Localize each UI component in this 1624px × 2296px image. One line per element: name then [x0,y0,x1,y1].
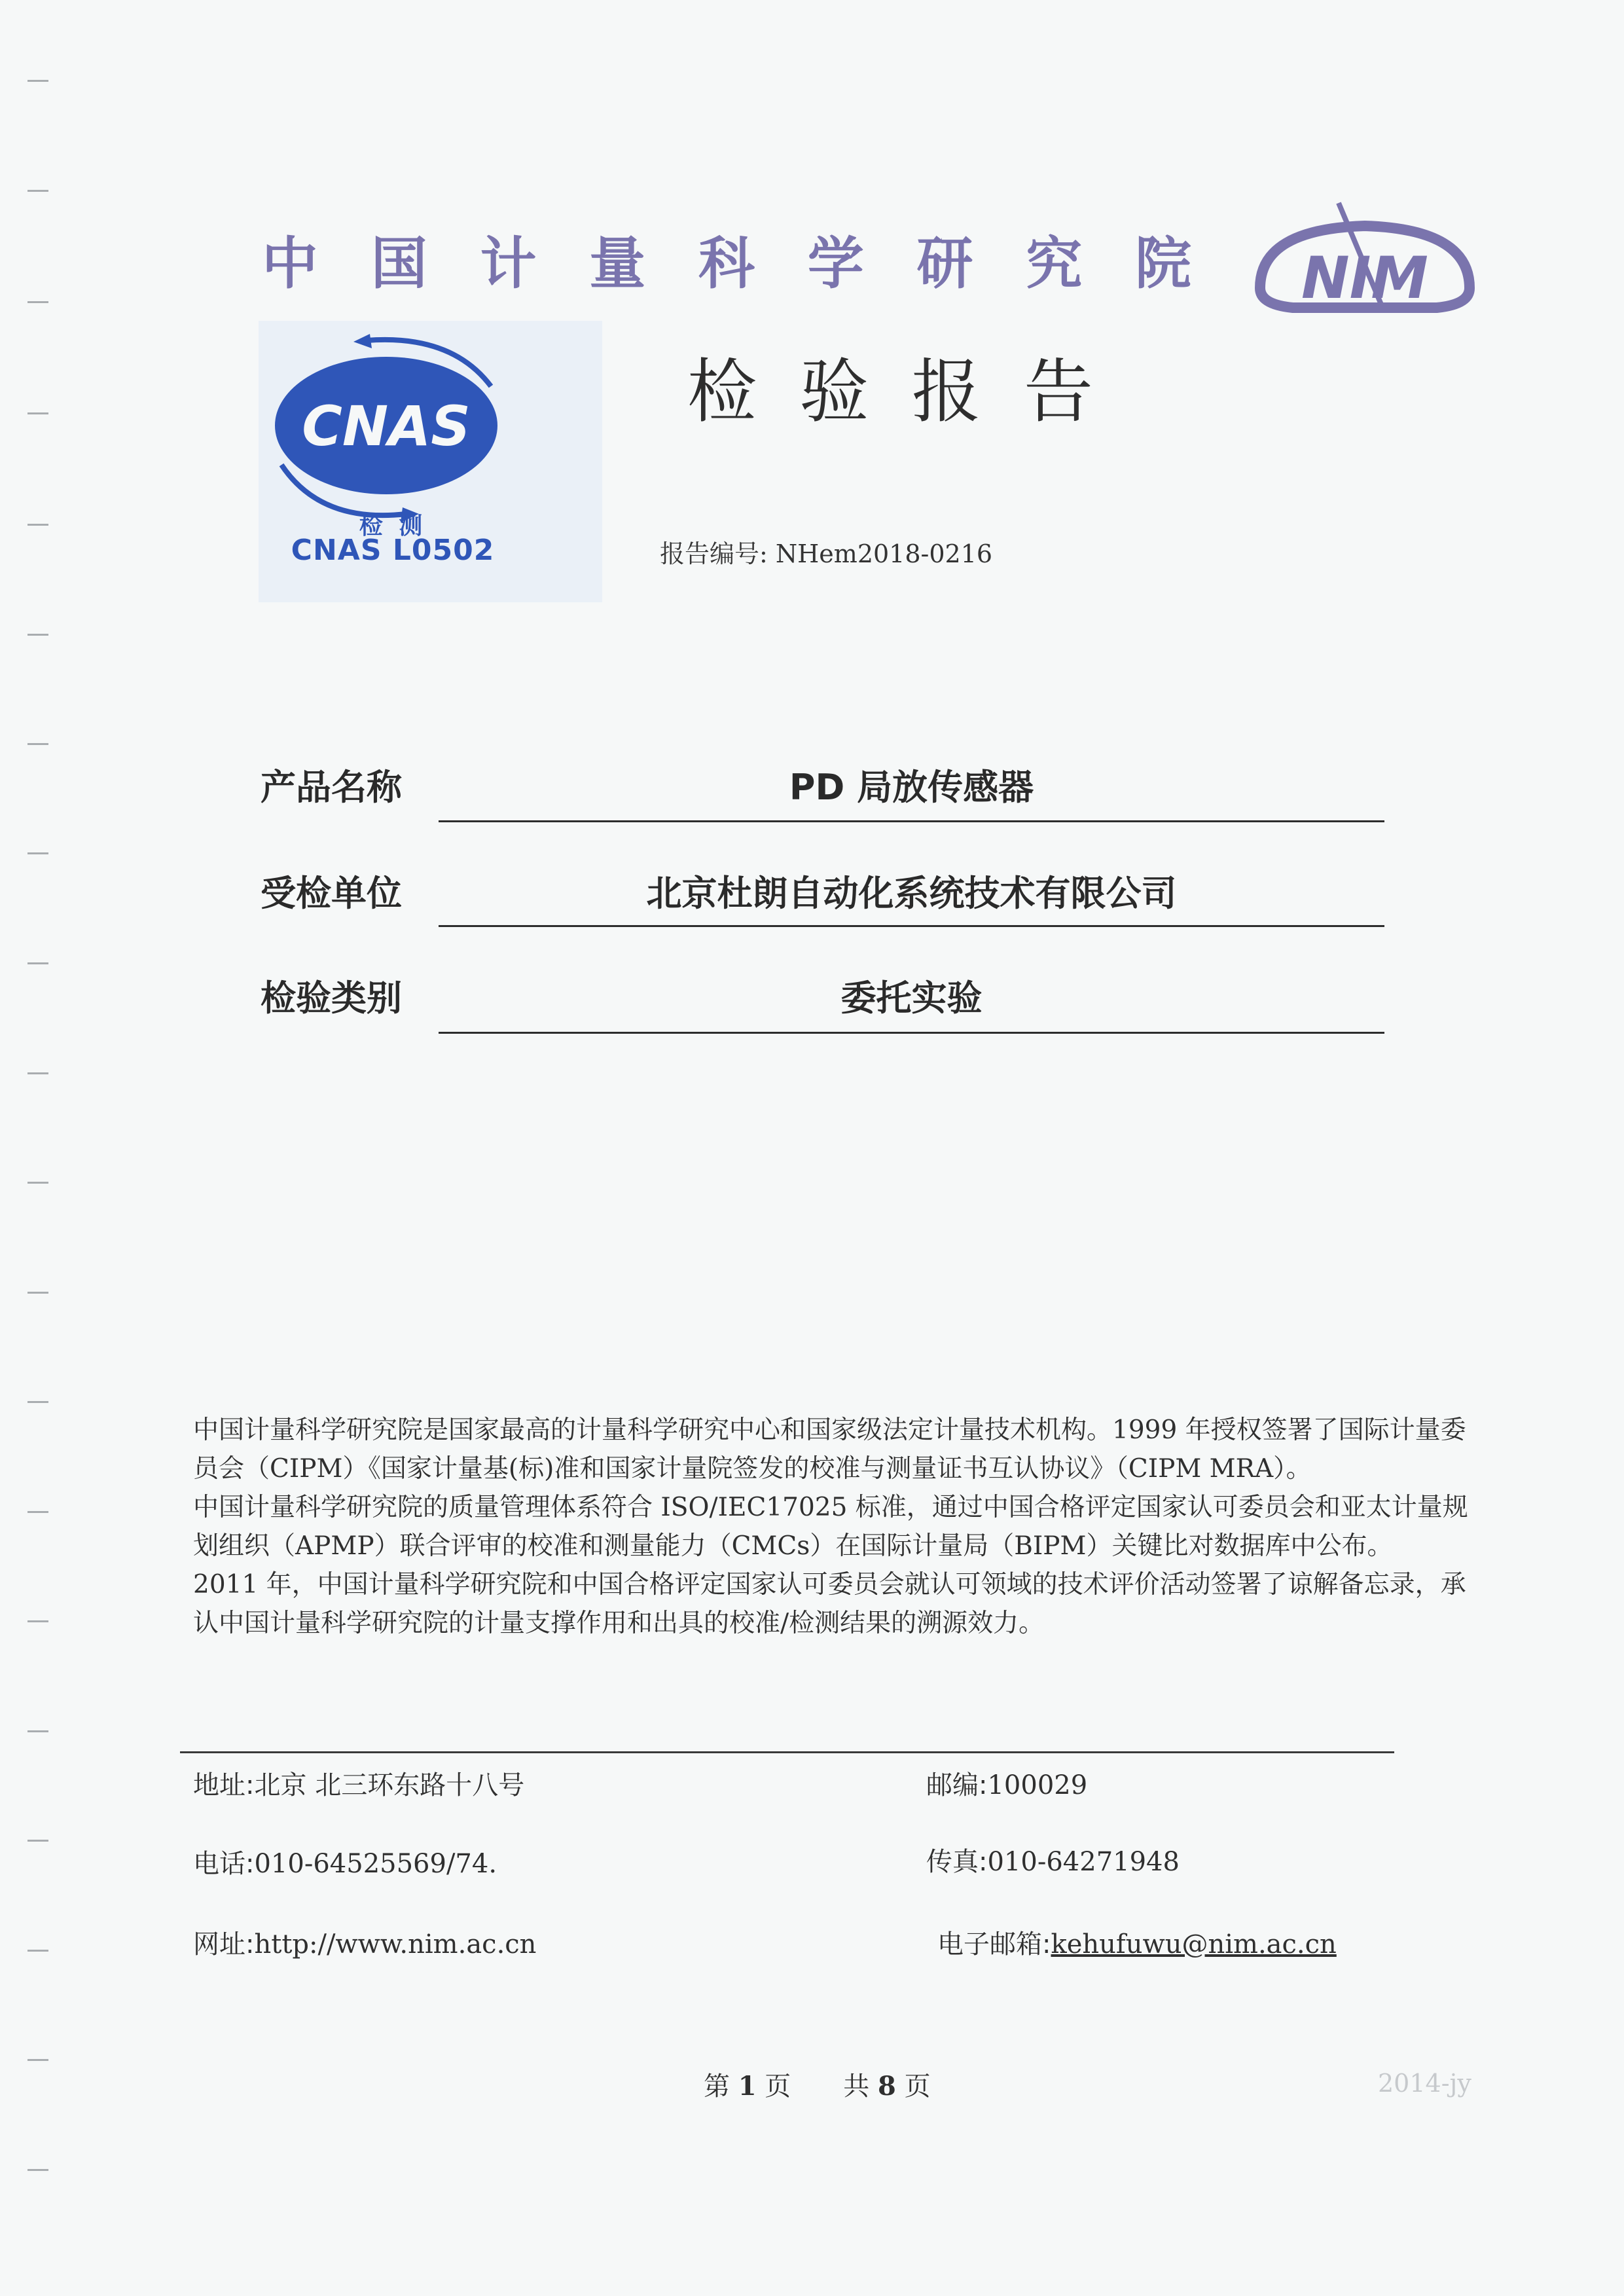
institute-name [262,219,1191,298]
institute-name-char: 量 [589,231,646,297]
field-value: 委托实验 [840,977,983,1019]
website-label: 网址: [193,1929,255,1959]
field-label: 检验类别 [261,977,402,1019]
website-link[interactable]: http://www.nim.ac.cn [254,1929,537,1959]
phone-label: 电话: [193,1849,255,1879]
page-current: 1 [738,2071,757,2102]
field-label: 产品名称 [261,767,402,808]
binding-tick [27,2169,48,2171]
institute-name-char: 中 [262,231,318,297]
binding-tick [27,190,48,192]
address [193,1764,524,1802]
email-label: 电子邮箱: [937,1929,1051,1959]
fax [926,1841,1180,1878]
institute-name-char: 国 [370,231,427,297]
binding-tick [27,1950,48,1952]
binding-tick [27,1620,48,1622]
phone [193,1843,497,1880]
binding-tick [27,1511,48,1513]
binding-tick [27,80,48,82]
field-label: 受检单位 [261,873,402,914]
email [937,1923,1337,1961]
institute-name-char: 科 [698,231,755,297]
form-code: 2014-jy [1378,2069,1471,2098]
contact-divider [180,1751,1394,1753]
page-suffix: 页 [904,2071,931,2102]
cnas-code: CNAS L0502 [291,534,495,567]
binding-tick [27,1401,48,1403]
binding-tick [27,412,48,414]
field-value: 北京杜朗自动化系统技术有限公司 [646,873,1177,914]
binding-tick [27,1730,48,1732]
institute-name-char: 学 [807,231,864,297]
postcode [926,1764,1087,1802]
page-prefix: 第 [704,2071,730,2102]
fax-label: 传真: [926,1847,988,1877]
binding-tick [27,852,48,854]
binding-tick [27,634,48,636]
nim-logo [1247,196,1479,314]
postcode-value: 100029 [987,1770,1088,1800]
fax-value: 010-64271948 [987,1847,1180,1877]
page-total: 8 [878,2071,896,2102]
postcode-label: 邮编: [926,1770,988,1800]
binding-tick [27,301,48,303]
institute-name-char: 究 [1026,231,1083,297]
institute-name-char: 研 [916,231,973,297]
binding-tick [27,2059,48,2061]
report-number-value: NHem2018-0216 [775,539,993,568]
report-title-char: 验 [799,352,869,432]
report-title-char: 告 [1023,352,1093,432]
email-link[interactable]: kehufuwu@nim.ac.cn [1051,1929,1337,1959]
statement-paragraph: 中国计量科学研究院的质量管理体系符合 ISO/IEC17025 标准，通过中国合格评定国家认可委员会和亚太计量规划组织（APMP）联合评审的校准和测量能力（CMCs）在国际计量局（BIPM）关键比对数据库中公布。 [193,1493,1468,1561]
institute-name-char: 院 [1135,231,1191,297]
address-value: 北京 北三环东路十八号 [254,1770,525,1800]
binding-tick [27,1182,48,1184]
statement-paragraph: 中国计量科学研究院是国家最高的计量科学研究中心和国家级法定计量技术机构。1999 年授权签署了国际计量委员会（CIPM）《国家计量基(标)准和国家计量院签发的校准与测量证书互认协议》（CIPM MRA）。 [193,1415,1466,1484]
report-number-label: 报告编号: [660,539,768,568]
page-number [704,2066,931,2103]
field-value: PD 局放传感器 [789,767,1034,808]
report-title [687,340,1093,432]
institute-name-char: 计 [480,231,537,297]
binding-tick [27,743,48,745]
cnas-category: 检 测 [359,513,427,539]
field-underline [439,1032,1384,1034]
binding-tick [27,962,48,964]
nim-logo-text: NIM [1301,244,1428,312]
page-mid: 页 共 [765,2071,870,2102]
statement-paragraph: 2011 年，中国计量科学研究院和中国合格评定国家认可委员会就认可领域的技术评价活动签署了谅解备忘录，承认中国计量科学研究院的计量支撑作用和出具的校准/检测结果的溯源效力。 [193,1570,1466,1638]
binding-tick [27,1840,48,1842]
institute-statement [193,1411,1470,1643]
cnas-logo-text: CNAS [302,394,471,458]
binding-tick [27,524,48,526]
phone-value: 010-64525569/74. [254,1849,497,1879]
report-number [660,534,992,570]
binding-tick [27,1072,48,1074]
address-label: 地址: [193,1770,255,1800]
binding-tick [27,1292,48,1294]
report-title-char: 检 [687,352,757,432]
field-underline [439,820,1384,822]
report-title-char: 报 [911,352,981,432]
field-underline [439,925,1384,927]
website [193,1923,536,1961]
